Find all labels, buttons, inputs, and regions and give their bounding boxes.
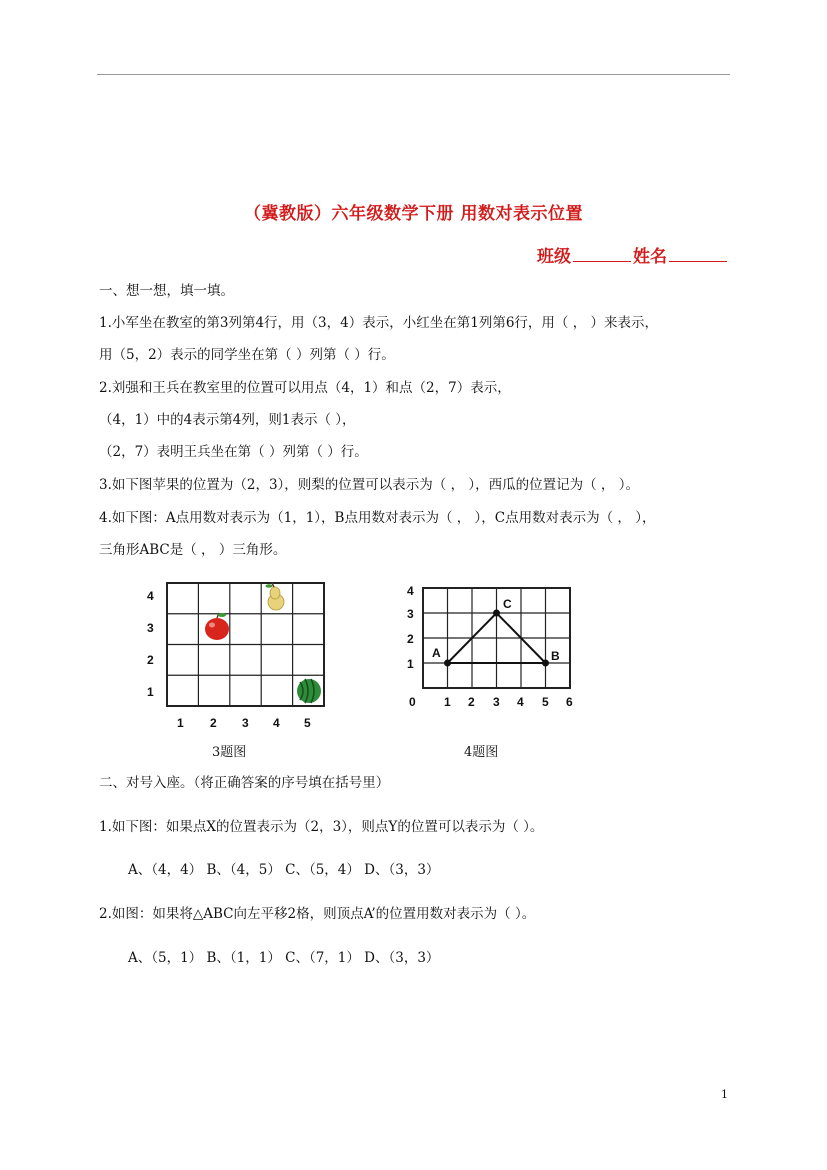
fig3-y-label-4: 4 [147, 589, 154, 603]
watermelon-icon [297, 679, 321, 703]
point-c-label: C [503, 597, 512, 611]
pear-icon [266, 583, 285, 610]
fig4-x-label-5: 5 [542, 695, 549, 709]
section2-heading: 二、对号入座。（将正确答案的序号填在括号里） [99, 775, 390, 791]
point-a-dot [444, 660, 451, 667]
fig4-y-label-1: 1 [407, 657, 414, 671]
point-b-label: B [551, 649, 560, 663]
class-name-line [537, 242, 729, 267]
fig4-x-label-2: 2 [468, 695, 475, 709]
fig3-x-label-3: 3 [242, 716, 249, 730]
fig4-y-label-4: 4 [407, 584, 414, 598]
q4-line1: 4.如下图：A点用数对表示为（1，1），B点用数对表示为（ ， ），C点用数对表示为（ ， ）， [99, 510, 656, 526]
fig4-y-label-3: 3 [407, 607, 414, 621]
s2-q2-options: A、（5，1） B、（1，1） C、（7，1） D、（3，3） [128, 950, 440, 966]
apple-icon [205, 613, 229, 640]
section1-heading: 一、想一想，填一填。 [99, 283, 234, 299]
header-rule [97, 74, 730, 75]
fig3-x-label-4: 4 [273, 716, 280, 730]
fig4-x-label-6: 6 [566, 695, 573, 709]
point-b-dot [542, 660, 549, 667]
fig4-grid-lines [423, 588, 570, 688]
s2-q2-text: 2.如图：如果将△ABC向左平移2格，则顶点A’的位置用数对表示为（ ）。 [99, 906, 536, 922]
fig4-grid [398, 578, 588, 718]
point-a-label: A [432, 646, 441, 660]
page-number: 1 [721, 1088, 728, 1101]
point-c-dot [493, 610, 500, 617]
fig3-y-label-3: 3 [147, 621, 154, 635]
q3-text: 3.如下图苹果的位置为（2，3），则梨的位置可以表示为（ ， ），西瓜的位置记为（ ， ）。 [99, 477, 639, 493]
q2-line1: 2.刘强和王兵在教室里的位置可以用点（4，1）和点（2，7）表示， [99, 380, 511, 396]
fig3-x-label-5: 5 [304, 716, 311, 730]
class-label: 班级 [537, 247, 571, 267]
page-title: （冀教版）六年级数学下册 用数对表示位置 [244, 204, 583, 224]
q2-line3: （2，7）表明王兵坐在第（ ）列第（ ）行。 [99, 444, 368, 460]
s2-q1-options: A、（4，4） B、（4，5） C、（5，4） D、（3，3） [128, 862, 440, 878]
q2-line2: （4，1）中的4表示第4列，则1表示（ ）， [99, 412, 356, 428]
fig4-x-label-0: 0 [409, 695, 416, 709]
fig3-caption: 3题图 [212, 745, 247, 760]
fig3-grid [140, 578, 340, 738]
fig3-x-label-2: 2 [210, 716, 217, 730]
fig3-x-label-1: 1 [177, 716, 184, 730]
fig3-y-label-1: 1 [147, 685, 154, 699]
fig3-y-label-2: 2 [147, 653, 154, 667]
q4-line2: 三角形ABC是（ ， ）三角形。 [99, 542, 287, 558]
fig4-y-label-2: 2 [407, 632, 414, 646]
fig4-x-label-3: 3 [493, 695, 500, 709]
fig4-caption: 4题图 [464, 745, 499, 760]
q1-line2: 用（5，2）表示的同学坐在第（ ）列第（ ）行。 [99, 347, 395, 363]
q1-line1: 1.小军坐在教室的第3列第4行，用（3，4）表示，小红坐在第1列第6行，用（ ， ）来表示， [99, 315, 658, 331]
s2-q1-text: 1.如下图：如果点X的位置表示为（2，3），则点Y的位置可以表示为（ ）。 [99, 819, 544, 835]
name-label: 姓名 [633, 247, 667, 267]
class-blank[interactable] [573, 247, 631, 262]
fig4-x-label-4: 4 [517, 695, 524, 709]
name-blank[interactable] [669, 247, 727, 262]
fig4-x-label-1: 1 [444, 695, 451, 709]
